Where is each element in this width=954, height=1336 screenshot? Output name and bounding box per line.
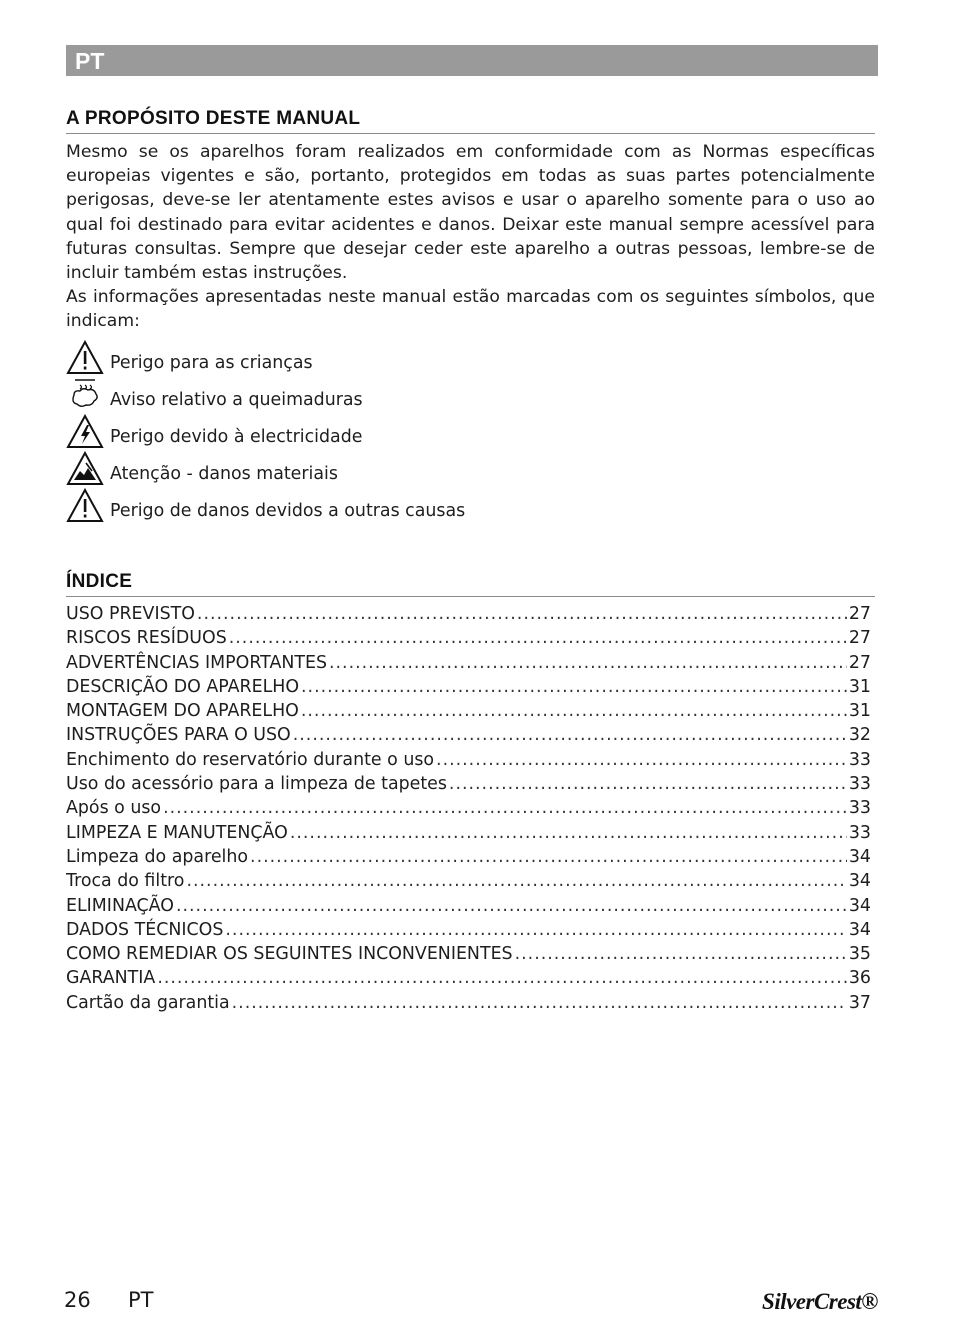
table-of-contents: [66, 602, 871, 1015]
toc-entry[interactable]: [66, 796, 871, 820]
toc-entry-page: 34: [848, 895, 871, 916]
toc-entry-title: Após o uso: [66, 798, 162, 819]
toc-entry-page: 33: [848, 749, 871, 770]
footer-language: PT: [128, 1288, 154, 1312]
toc-leader-dots: [329, 651, 847, 675]
toc-entry-page: 27: [848, 604, 871, 624]
toc-leader-dots: [157, 966, 847, 990]
index-heading: ÍNDICE: [66, 571, 875, 597]
symbol-row: [66, 488, 666, 525]
toc-entry[interactable]: [66, 894, 871, 918]
toc-leader-dots: [515, 942, 847, 966]
page-number: 26: [64, 1288, 91, 1312]
toc-entry[interactable]: [66, 748, 871, 772]
toc-entry-title: Troca do filtro: [66, 871, 185, 892]
toc-leader-dots: [301, 675, 847, 699]
toc-entry-page: 35: [848, 944, 871, 965]
toc-leader-dots: [250, 845, 847, 869]
toc-entry-title: DESCRIÇÃO DO APARELHO: [66, 676, 300, 697]
toc-entry[interactable]: [66, 942, 871, 966]
toc-entry-title: DADOS TÉCNICOS: [66, 919, 224, 940]
toc-entry-title: Uso do acessório para a limpeza de tapetes: [66, 774, 447, 795]
symbol-label: Perigo de danos devidos a outras causas: [110, 501, 466, 521]
toc-leader-dots: [293, 723, 847, 747]
symbol-label: Perigo para as crianças: [110, 353, 313, 373]
toc-leader-dots: [186, 869, 846, 893]
toc-entry-page: 33: [848, 774, 871, 795]
toc-entry-page: 33: [848, 822, 871, 843]
toc-entry[interactable]: [66, 626, 871, 650]
toc-entry-page: 34: [848, 919, 871, 940]
symbol-label: Perigo devido à electricidade: [110, 427, 363, 447]
intro-paragraph: Mesmo se os aparelhos foram realizados em conformidade com as Normas específicas europeias vigentes e são, portanto, protegidos em todas as suas partes potencialmente perigosas, deve-se ler atentamente estes avisos e usar o aparelho somente para o uso ao qual foi destinado para evitar acidentes e danos. Deixar este manual sempre acessível para futuras consultas. Sempre que desejar ceder este aparelho a outras pessoas, lembre-se de incluir também estas instruções.: [66, 142, 875, 284]
toc-leader-dots: [436, 748, 847, 772]
toc-leader-dots: [225, 918, 846, 942]
toc-entry[interactable]: [66, 966, 871, 990]
symbol-row: [66, 377, 666, 414]
toc-entry[interactable]: [66, 772, 871, 796]
symbol-row: [66, 414, 666, 451]
toc-entry-title: ADVERTÊNCIAS IMPORTANTES: [66, 652, 327, 673]
toc-entry-title: INSTRUÇÕES PARA O USO: [66, 725, 291, 746]
toc-leader-dots: [229, 626, 847, 650]
toc-entry[interactable]: [66, 869, 871, 893]
toc-entry-title: USO PREVISTO: [66, 604, 195, 624]
about-manual-heading: A PROPÓSITO DESTE MANUAL: [66, 108, 875, 134]
symbol-row: [66, 340, 666, 377]
toc-entry-page: 34: [848, 871, 871, 892]
symbol-row: [66, 451, 666, 488]
material-damage-icon: [66, 451, 104, 487]
toc-entry[interactable]: [66, 602, 871, 626]
burn-warning-icon: [66, 377, 104, 413]
toc-entry[interactable]: [66, 723, 871, 747]
toc-entry[interactable]: [66, 699, 871, 723]
toc-entry-page: 34: [848, 846, 871, 867]
toc-entry[interactable]: [66, 918, 871, 942]
toc-leader-dots: [232, 991, 847, 1015]
toc-entry[interactable]: [66, 675, 871, 699]
toc-entry-page: 27: [848, 652, 871, 673]
toc-entry[interactable]: [66, 821, 871, 845]
symbol-label: Atenção - danos materiais: [110, 464, 338, 484]
toc-leader-dots: [163, 796, 847, 820]
toc-entry[interactable]: [66, 845, 871, 869]
toc-entry-page: 27: [848, 628, 871, 649]
toc-leader-dots: [301, 699, 847, 723]
toc-entry-title: COMO REMEDIAR OS SEGUINTES INCONVENIENTES: [66, 944, 513, 965]
toc-entry-page: 36: [848, 968, 871, 989]
brand-logo: SilverCrest®: [762, 1289, 878, 1314]
toc-entry-title: MONTAGEM DO APARELHO: [66, 701, 299, 722]
toc-entry-page: 31: [848, 701, 871, 722]
toc-entry-page: 37: [848, 992, 871, 1013]
toc-leader-dots: [197, 602, 847, 626]
toc-leader-dots: [176, 894, 847, 918]
toc-entry-title: Enchimento do reservatório durante o uso: [66, 749, 435, 770]
toc-leader-dots: [449, 772, 847, 796]
toc-entry-title: LIMPEZA E MANUTENÇÃO: [66, 822, 288, 843]
symbols-intro-paragraph: As informações apresentadas neste manual estão marcadas com os seguintes símbolos, que indicam:: [66, 287, 875, 332]
toc-entry-title: Cartão da garantia: [66, 992, 230, 1013]
language-tag: PT: [75, 48, 105, 74]
general-warning-icon: [66, 488, 104, 524]
toc-leader-dots: [290, 821, 847, 845]
toc-entry-title: RISCOS RESÍDUOS: [66, 628, 227, 649]
toc-entry[interactable]: [66, 651, 871, 675]
about-manual-text: [66, 140, 875, 334]
electricity-warning-icon: [66, 414, 104, 450]
toc-entry-page: 32: [848, 725, 871, 746]
toc-entry-title: GARANTIA: [66, 968, 156, 989]
language-header-bar: [66, 45, 878, 76]
symbol-label: Aviso relativo a queimaduras: [110, 390, 363, 410]
warning-children-icon: [66, 340, 104, 376]
toc-entry[interactable]: [66, 991, 871, 1015]
toc-entry-title: ELIMINAÇÃO: [66, 895, 174, 916]
toc-entry-page: 33: [848, 798, 871, 819]
toc-entry-page: 31: [848, 676, 871, 697]
toc-entry-title: Limpeza do aparelho: [66, 846, 249, 867]
